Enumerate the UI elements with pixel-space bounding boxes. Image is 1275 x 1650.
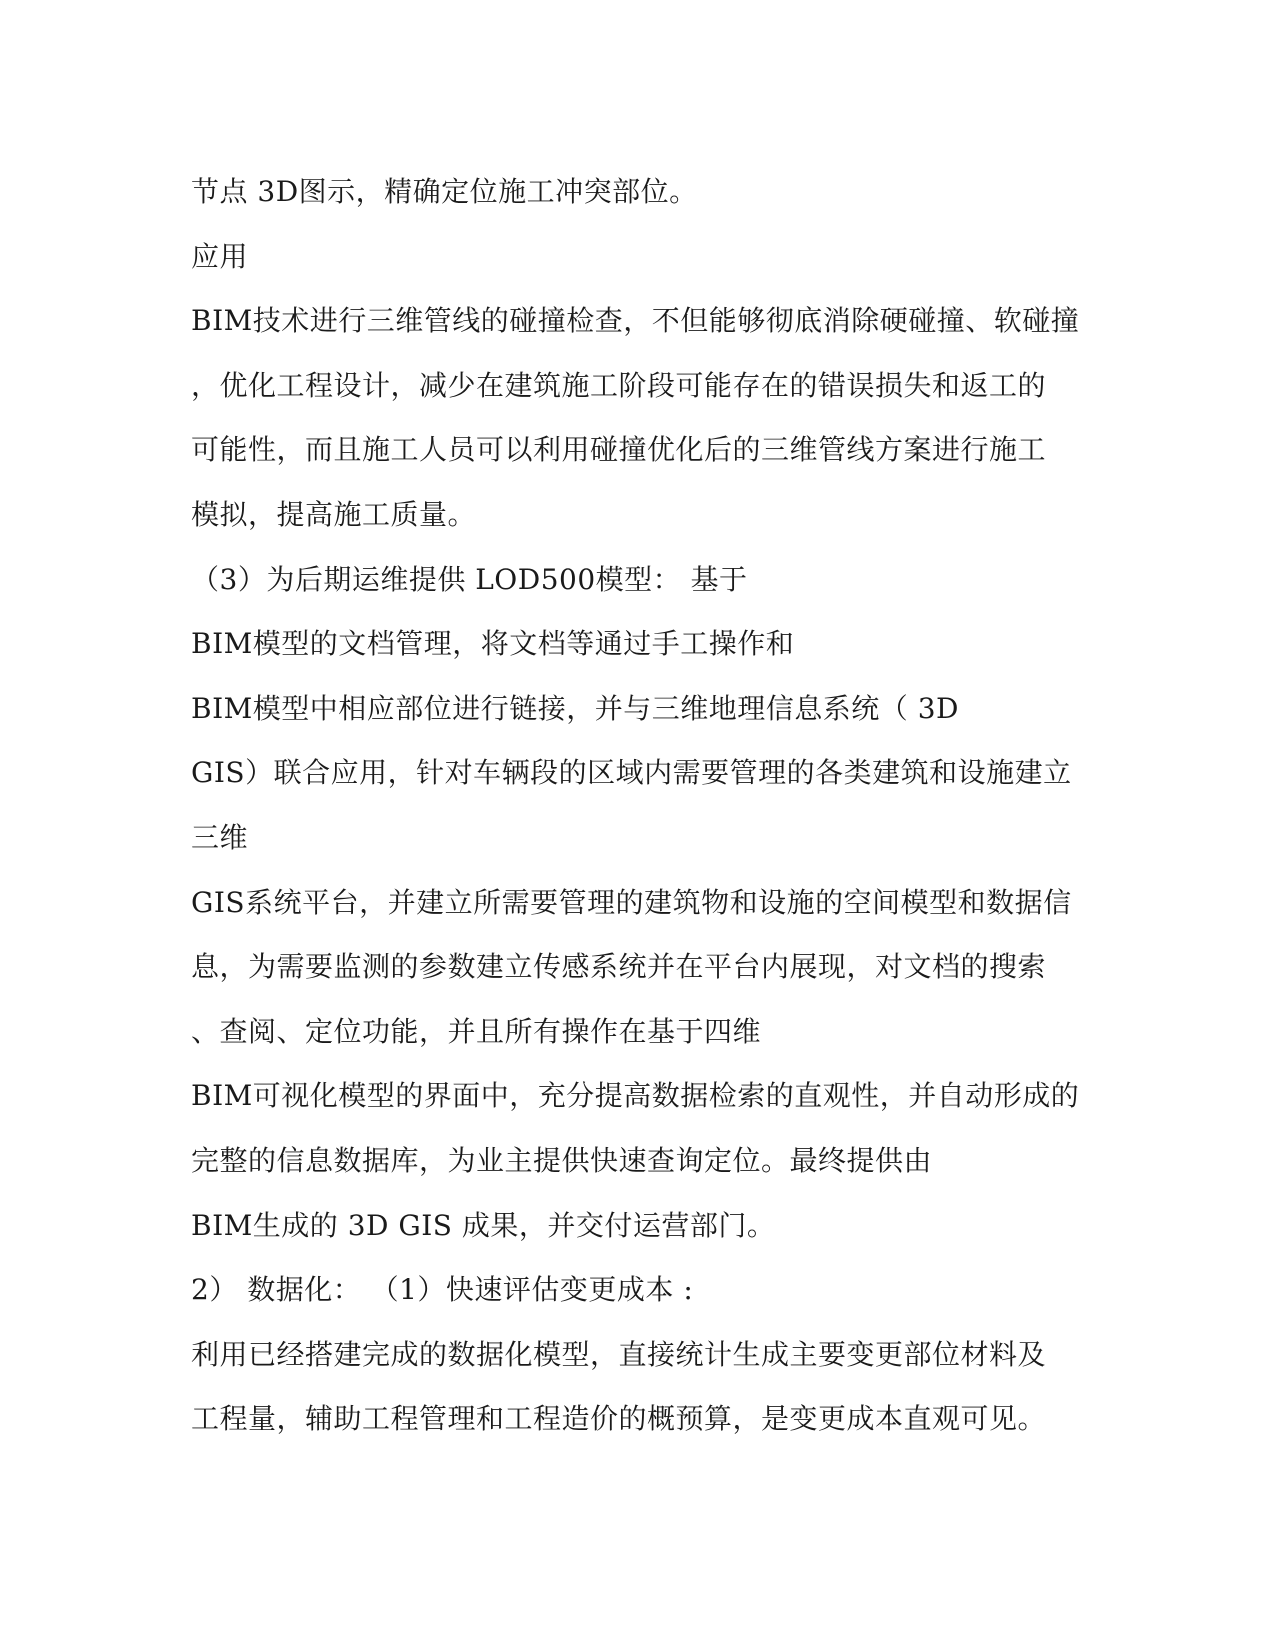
text-line: 模拟，提高施工质量。 [191,497,477,531]
text-line: GIS）联合应用，针对车辆段的区域内需要管理的各类建筑和设施建立 [191,756,1072,790]
text-line: 工程量，辅助工程管理和工程造价的概预算，是变更成本直观可见。 [191,1402,1047,1436]
text-line: BIM生成的 3D GIS 成果，并交付运营部门。 [191,1208,776,1242]
text-line: 完整的信息数据库，为业主提供快速查询定位。最终提供由 [191,1143,933,1177]
text-line: 利用已经搭建完成的数据化模型，直接统计生成主要变更部位材料及 [191,1337,1047,1371]
text-line: 、查阅、定位功能，并且所有操作在基于四维 [191,1014,762,1048]
text-line: （3）为后期运维提供 LOD500模型： 基于 [191,562,748,596]
text-line: 应用 [191,239,249,273]
text-line: 节点 3D图示，精确定位施工冲突部位。 [191,175,698,208]
text-line: 息，为需要监测的参数建立传感系统并在平台内展现，对文档的搜索 [191,950,1047,984]
text-line: 可能性，而且施工人员可以利用碰撞优化后的三维管线方案进行施工 [191,433,1047,467]
text-line: ，优化工程设计，减少在建筑施工阶段可能存在的错误损失和返工的 [191,368,1047,402]
text-line: 三维 [191,820,249,854]
body-text [191,160,1091,1452]
text-line: BIM模型中相应部位进行链接，并与三维地理信息系统（ 3D [191,691,959,725]
text-line: BIM可视化模型的界面中，充分提高数据检索的直观性，并自动形成的 [191,1079,1080,1113]
text-line: BIM模型的文档管理，将文档等通过手工操作和 [191,627,795,661]
text-line: BIM技术进行三维管线的碰撞检查，不但能够彻底消除硬碰撞、软碰撞 [191,304,1080,338]
text-line: GIS系统平台，并建立所需要管理的建筑物和设施的空间模型和数据信 [191,885,1072,919]
text-line: 2） 数据化： （1）快速评估变更成本 : [191,1273,694,1307]
